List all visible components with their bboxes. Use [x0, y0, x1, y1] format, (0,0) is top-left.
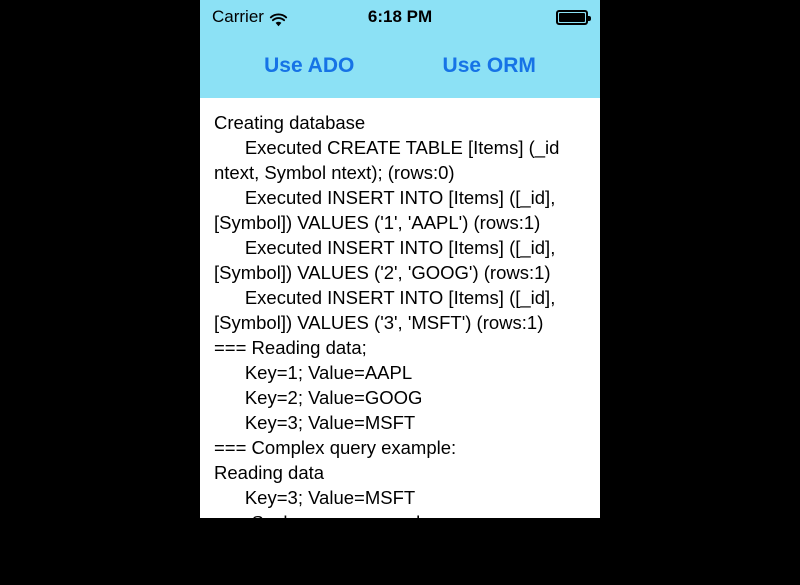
log-line: === Complex query example: — [214, 437, 457, 458]
use-ado-button[interactable]: Use ADO — [256, 50, 362, 82]
log-line: Key=3; Value=MSFT — [214, 412, 416, 433]
status-bar — [200, 0, 600, 34]
use-orm-button[interactable]: Use ORM — [435, 50, 544, 82]
log-output[interactable] — [200, 98, 600, 583]
phone-screen — [200, 0, 600, 583]
log-line: Executed INSERT INTO [Items] ([_id], [Symbol]) VALUES ('2', 'GOOG') (rows:1) — [214, 237, 561, 283]
log-line: Executed INSERT INTO [Items] ([_id], [Symbol]) VALUES ('1', 'AAPL') (rows:1) — [214, 187, 561, 233]
log-line: Executed INSERT INTO [Items] ([_id], [Symbol]) VALUES ('3', 'MSFT') (rows:1) — [214, 287, 561, 333]
log-line: Creating database — [214, 112, 366, 133]
log-line: Result=2 — [214, 562, 319, 583]
log-line: Executed CREATE TABLE [Items] (_id ntext, Symbol ntext); (rows:0) — [214, 137, 565, 183]
log-line: === Reading data; — [214, 337, 367, 358]
nav-bar — [200, 34, 600, 98]
log-line: Executing a scalar query — [214, 537, 417, 558]
log-line: Key=1; Value=AAPL — [214, 362, 413, 383]
status-bar-right — [556, 10, 588, 25]
log-line: Reading data — [214, 462, 325, 483]
clock-label: 6:18 PM — [367, 7, 433, 26]
log-line: Key=3; Value=MSFT — [214, 487, 416, 508]
log-line: === Scalar query example: — [214, 512, 436, 533]
battery-full-icon — [556, 10, 588, 25]
carrier-label: Carrier — [212, 7, 264, 26]
log-line: Key=2; Value=GOOG — [214, 387, 423, 408]
